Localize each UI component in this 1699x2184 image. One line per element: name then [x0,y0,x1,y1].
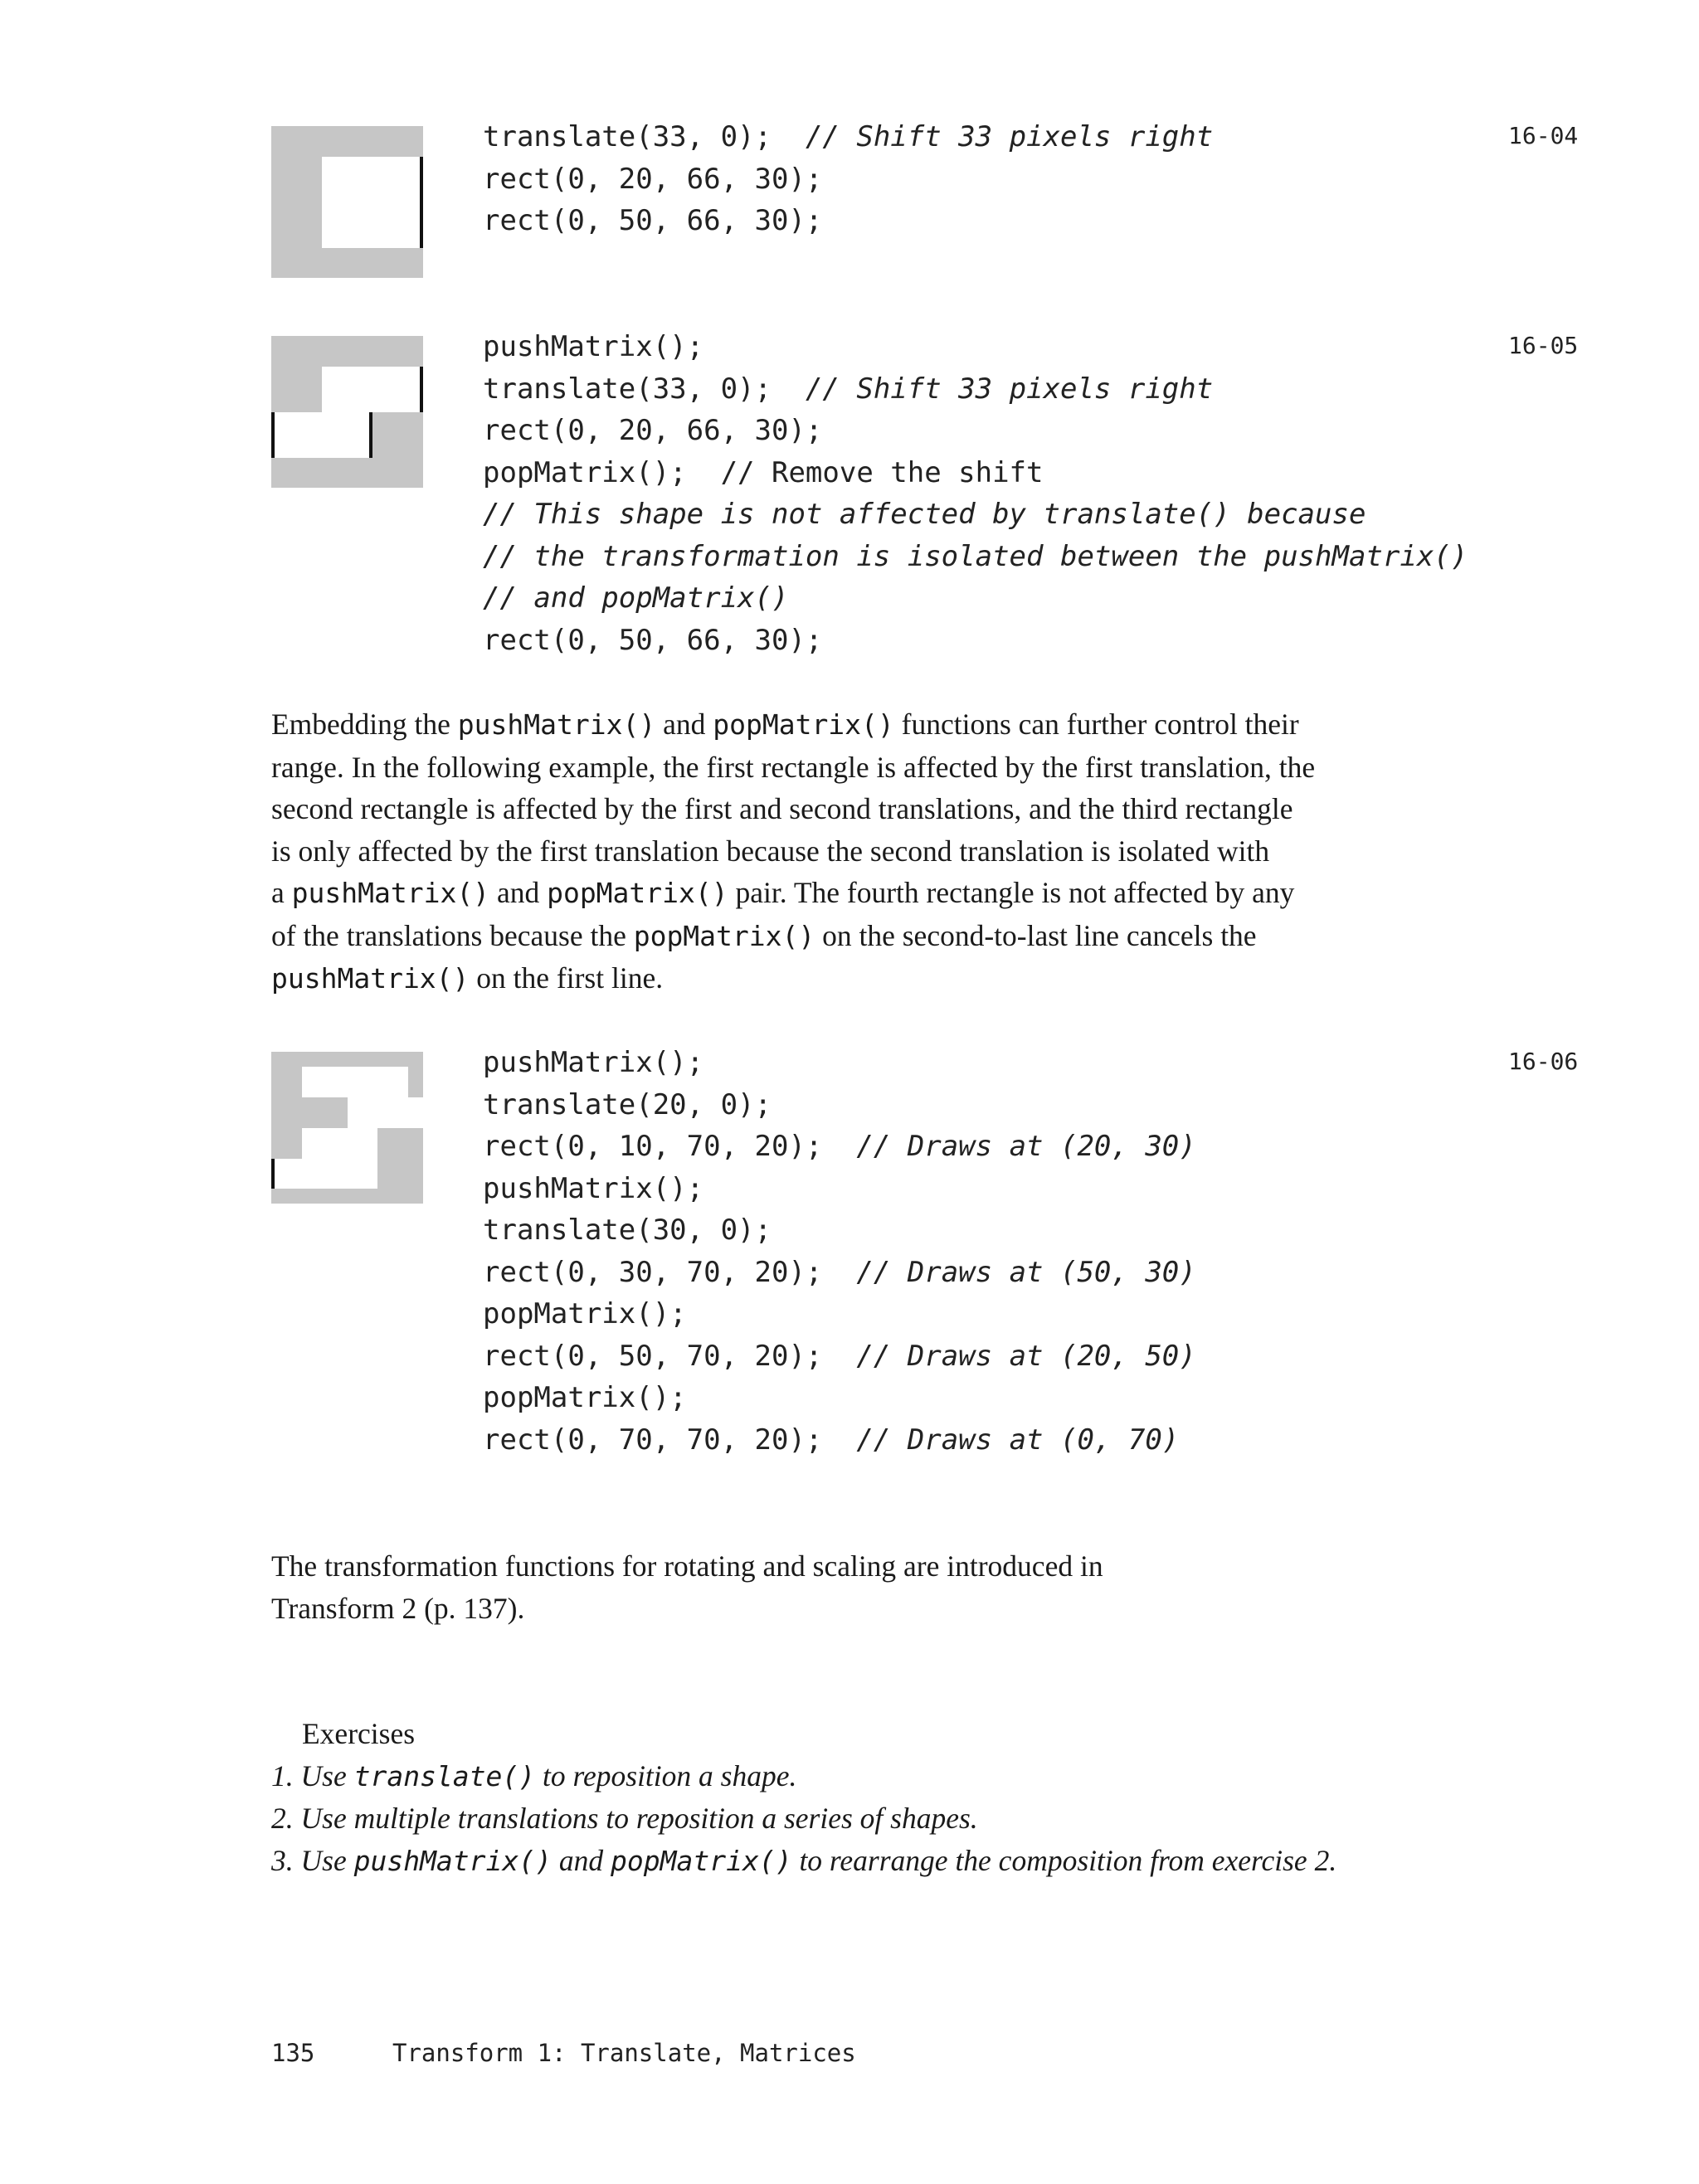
code-line [483,158,1213,201]
code-listing-16-06 [483,1042,1196,1461]
paragraph-line [271,703,1482,747]
text-run: on the second-to-last line cancels the [815,918,1257,952]
code-line [483,410,1468,452]
text-run: 2. Use multiple translations to reposition a series of shapes. [271,1802,978,1835]
figure-16-05 [271,336,423,488]
example-number: 16-06 [1508,1048,1579,1075]
code-line [483,620,1468,662]
exercises-heading: Exercises [302,1717,416,1750]
code-text: rect(0, 20, 66, 30); [483,162,823,196]
paragraph-line [271,830,1482,873]
inline-code: popMatrix() [633,919,815,952]
code-line [483,1126,1196,1168]
figure-16-06 [271,1052,423,1204]
paragraph-line [271,915,1482,958]
figure-16-04 [271,126,423,278]
inline-code: popMatrix() [611,1844,792,1877]
code-line [483,1335,1196,1378]
code-text: rect(0, 10, 70, 20); [483,1130,857,1163]
example-number: 16-04 [1508,122,1579,149]
code-text: pushMatrix(); [483,330,704,363]
code-text: popMatrix(); [483,1381,687,1414]
code-comment: // Draws at (20, 50) [856,1339,1196,1373]
text-run: functions can further control their [893,708,1299,741]
code-comment: // Draws at (50, 30) [856,1255,1196,1289]
paragraph-line: The transformation functions for rotating and scaling are introduced in [271,1549,1103,1583]
inline-code: pushMatrix() [353,1844,553,1877]
code-line [483,200,1213,242]
page-number: 135 [271,2039,315,2067]
code-line [483,1377,1196,1419]
code-line [483,1042,1196,1084]
code-comment: // Shift 33 pixels right [805,372,1214,406]
code-listing-16-04 [483,116,1213,242]
paragraph-line: Transform 2 (p. 137). [271,1591,525,1625]
example-number: 16-05 [1508,332,1579,359]
body-paragraph-1 [271,703,1482,1000]
code-line [483,1293,1196,1335]
text-run: 3. Use [271,1843,354,1877]
inline-code: pushMatrix() [291,877,490,909]
code-text: rect(0, 50, 70, 20); [483,1339,857,1373]
inline-code: popMatrix() [713,708,894,741]
code-text: translate(33, 0); [483,372,806,406]
text-run: is only affected by the first translation because the second translation is isolated with [271,834,1270,868]
code-comment: // the transformation is isolated between the pushMatrix() [483,539,1468,573]
code-line [483,1252,1196,1294]
text-run: to rearrange the composition from exercise 2. [791,1843,1337,1877]
code-line [483,1209,1196,1252]
exercises-list [271,1755,1336,1883]
text-run: on the first line. [469,961,664,995]
text-run: Embedding the [271,708,458,741]
paragraph-line [271,747,1482,789]
code-line [483,452,1468,494]
exercise-item [271,1755,1336,1798]
code-line [483,1419,1196,1462]
inline-code: pushMatrix() [271,962,470,995]
code-text: rect(0, 20, 66, 30); [483,414,823,447]
code-text: popMatrix(); // Remove the shift [483,455,1044,489]
code-comment: // Draws at (20, 30) [856,1130,1196,1163]
code-line [483,1084,1196,1126]
code-line [483,368,1468,411]
code-text: rect(0, 70, 70, 20); [483,1423,857,1457]
code-comment: // This shape is not affected by translate() because [483,498,1366,531]
code-line [483,326,1468,368]
inline-code: translate() [353,1759,536,1792]
code-line [483,494,1468,536]
code-text: rect(0, 50, 66, 30); [483,204,823,237]
text-run: and [489,876,548,909]
code-listing-16-05 [483,326,1468,661]
text-run: range. In the following example, the first rectangle is affected by the first translation, the [271,750,1316,784]
code-line [483,116,1213,158]
code-text: translate(30, 0); [483,1214,772,1247]
code-line [483,536,1468,578]
code-comment: // Shift 33 pixels right [805,120,1214,153]
text-run: a [271,876,292,909]
code-line [483,577,1468,620]
text-run: and [552,1843,611,1877]
text-run: pair. The fourth rectangle is not affected by any [728,876,1295,909]
text-run: 1. Use [271,1758,354,1792]
code-text: popMatrix(); [483,1297,687,1330]
body-paragraph-2 [271,1545,1482,1629]
text-run: to reposition a shape. [535,1758,797,1792]
code-text: pushMatrix(); [483,1171,704,1205]
code-text: rect(0, 50, 66, 30); [483,623,823,657]
exercise-item [271,1797,1336,1840]
code-line [483,1168,1196,1210]
text-run: of the translations because the [271,918,634,952]
exercise-item [271,1840,1336,1883]
code-text: pushMatrix(); [483,1046,704,1079]
running-footer-chapter: Transform 1: Translate, Matrices [392,2039,856,2067]
code-text: rect(0, 30, 70, 20); [483,1255,857,1289]
paragraph-line [271,788,1482,830]
code-text: translate(33, 0); [483,120,806,153]
code-comment: // Draws at (0, 70) [856,1423,1180,1457]
paragraph-line [271,872,1482,915]
paragraph-line [271,957,1482,1000]
inline-code: popMatrix() [547,877,728,909]
text-run: and [655,708,713,741]
exercises-section [271,1713,1336,1882]
code-text: translate(20, 0); [483,1087,772,1121]
inline-code: pushMatrix() [457,708,656,741]
code-comment: // and popMatrix() [483,581,789,615]
text-run: second rectangle is affected by the first and second translations, and the third rectangle [271,792,1293,825]
